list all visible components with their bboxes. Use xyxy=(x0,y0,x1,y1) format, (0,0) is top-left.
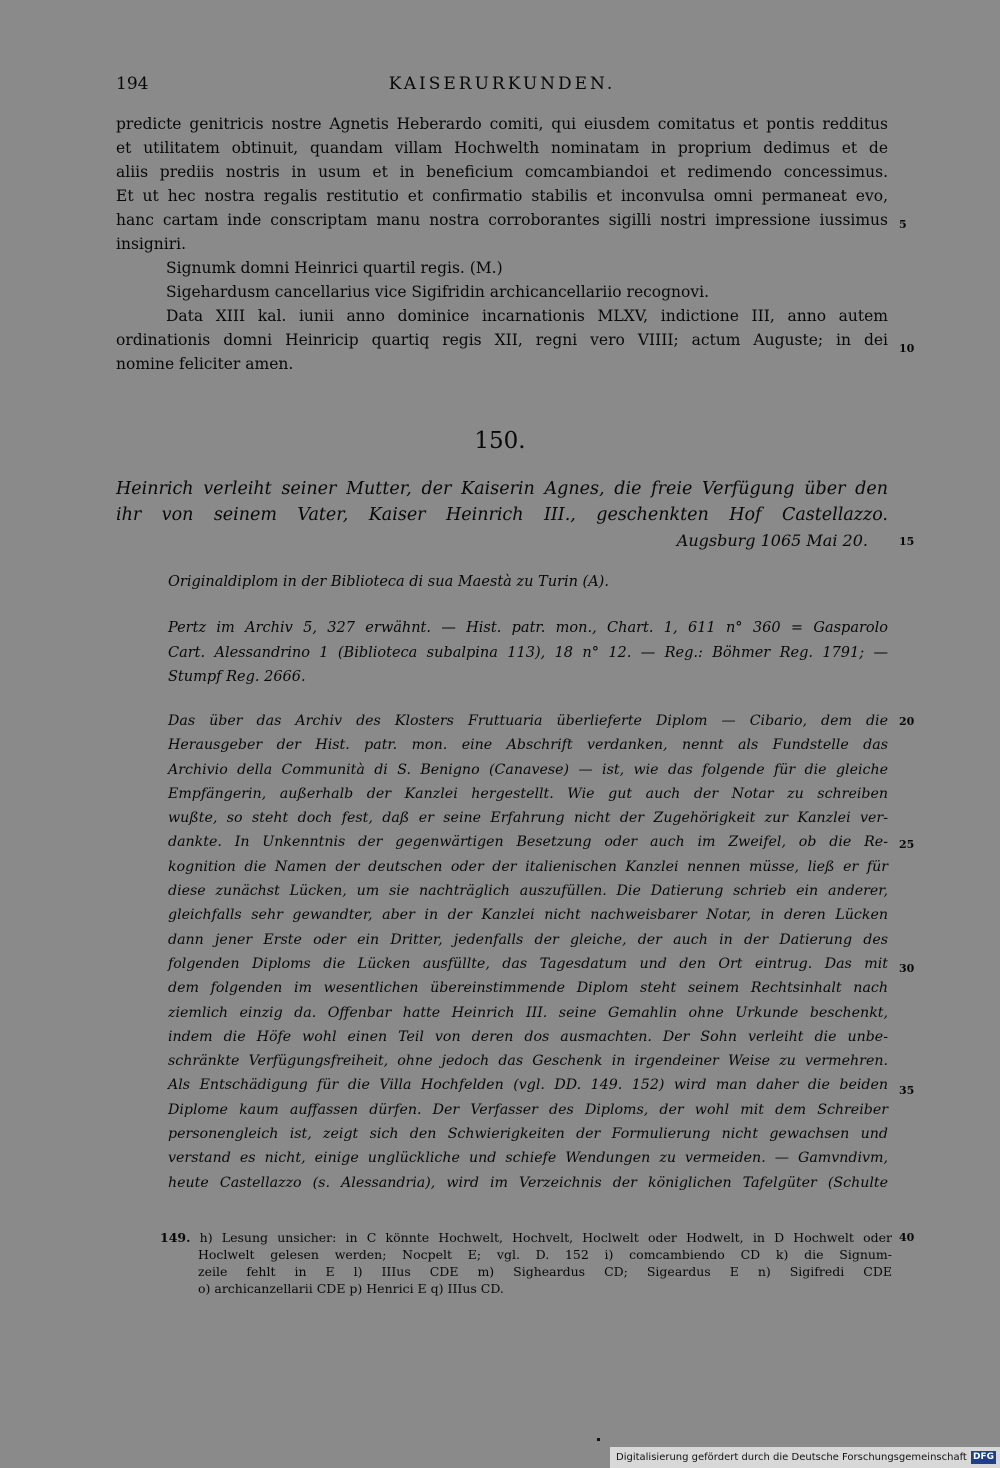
commentary-line: Das über das Archiv des Klosters Fruttuaria überlieferte Diplom — Cibario, dem die xyxy=(168,713,888,729)
regest-line: Heinrich verleiht seiner Mutter, der Kaiserin Agnes, die freie Verfügung über den xyxy=(116,479,888,499)
commentary-line: Empfängerin, außerhalb der Kanzlei hergestellt. Wie gut auch der Notar zu schreiben xyxy=(168,785,888,802)
commentary-line: ziemlich einzig da. Offenbar hatte Heinrich III. seine Gemahlin ohne Urkunde beschenkt, xyxy=(168,1004,888,1021)
commentary-line: schränkte Verfügungsfreiheit, ohne jedoch das Geschenk in irgendeiner Weise zu vermehren. xyxy=(168,1053,888,1070)
regest xyxy=(116,476,888,554)
running-header xyxy=(116,74,888,98)
dating-line: Data XIII kal. iunii anno dominice incarnationis MLXV, indictione III, anno autem xyxy=(166,307,888,325)
line-number: 15 xyxy=(899,535,915,548)
running-title: KAISERURKUNDEN. xyxy=(388,74,616,94)
tradition xyxy=(168,570,888,595)
footnote-text: h) Lesung unsicher: in C könnte Hochwelt, Hochvelt, Hoclwelt oder Hodwelt, in D Hochwelt oder xyxy=(199,1230,892,1245)
literature-line: Cart. Alessandrino 1 (Biblioteca subalpina 113), 18 n° 12. — Reg.: Böhmer Reg. 1791; — xyxy=(168,644,888,661)
commentary-line: dankte. In Unkenntnis der gegenwärtigen Besetzung oder auch im Zweifel, ob die Re- xyxy=(168,834,888,851)
text-line: predicte genitricis nostre Agnetis Heberardo comiti, qui eiusdem comitatus et pontis redditus xyxy=(116,115,888,133)
text-line: et utilitatem obtinuit, quandam villam Hochwelth nominatam in proprium dedimus et de xyxy=(116,139,888,157)
signum-line: Signumk domni Heinrici quartil regis. (M.) xyxy=(166,259,503,277)
commentary-line: Archivio della Communità di S. Benigno (Canavese) — ist, wie das folgende für die gleiche xyxy=(168,761,888,778)
document-number: 150. xyxy=(474,428,526,454)
text-line: Et ut hec nostra regalis restitutio et confirmatio stabilis et inconvulsa omni permaneat evo, xyxy=(116,187,888,205)
commentary-line: dann jener Erste oder ein Dritter, jedenfalls der gleiche, der auch in der Datierung des xyxy=(168,931,888,948)
line-number: 5 xyxy=(899,218,907,231)
footer-banner xyxy=(610,1447,1000,1468)
text-line: aliis prediis nostris in usum et in beneficium comcambiandoi et redimendo concessimus. xyxy=(116,163,888,181)
commentary-line: Herausgeber der Hist. patr. mon. eine Abschrift verdanken, nennt als Fundstelle das xyxy=(168,737,888,754)
footnote-number: 149. xyxy=(160,1230,191,1245)
footnotes xyxy=(160,1229,892,1297)
literature xyxy=(168,616,888,690)
commentary-line: Als Entschädigung für die Villa Hochfelden (vgl. DD. 149. 152) wird man daher die beiden xyxy=(168,1077,888,1094)
commentary-line: Diplome kaum auffassen dürfen. Der Verfasser des Diploms, der wohl mit dem Schreiber xyxy=(168,1101,888,1118)
commentary-line: folgenden Diploms die Lücken ausfüllte, das Tagesdatum und den Ort eintrug. Das mit xyxy=(168,955,888,972)
commentary-line: indem die Höfe wohl einen Teil von deren dos ausmachten. Der Sohn verleiht die unbe- xyxy=(168,1028,888,1045)
dating-line: nomine feliciter amen. xyxy=(116,355,294,373)
literature-line: Pertz im Archiv 5, 327 erwähnt. — Hist. patr. mon., Chart. 1, 611 n° 360 = Gasparolo xyxy=(168,620,888,636)
line-number: 40 xyxy=(899,1231,915,1244)
footnote-line xyxy=(160,1229,892,1246)
commentary-line: wußte, so steht doch fest, daß er seine Erfahrung nicht der Zugehörigkeit zur Kanzlei ver- xyxy=(168,810,888,827)
line-number: 10 xyxy=(899,342,915,355)
line-number: 35 xyxy=(899,1084,915,1097)
line-number: 30 xyxy=(899,962,915,975)
page-number: 194 xyxy=(116,74,149,94)
commentary-line: dem folgenden im wesentlichen übereinstimmende Diplom steht seinem Rechtsinhalt nach xyxy=(168,980,888,997)
previous-document-text xyxy=(116,112,888,376)
dating: Augsburg 1065 Mai 20. xyxy=(676,531,868,550)
footnote-line: Hoclwelt gelesen werden; Nocpelt E; vgl. D. 152 i) comcambiendo CD k) die Signum- xyxy=(198,1247,892,1262)
scan-mark xyxy=(597,1438,600,1441)
line-number: 25 xyxy=(899,838,915,851)
tradition-line: Originaldiplom in der Biblioteca di sua Maestà zu Turin (A). xyxy=(168,574,609,590)
dating-line: ordinationis domni Heinricip quartiq regis XII, regni vero VIIII; actum Auguste; in dei xyxy=(116,331,888,349)
commentary-line: verstand es nicht, einige unglückliche und schiefe Wendungen zu vermeiden. — Gamvndivm, xyxy=(168,1150,888,1167)
commentary-line: personengleich ist, zeigt sich den Schwierigkeiten der Formulierung nicht gewachsen und xyxy=(168,1126,888,1143)
footer-text: Digitalisierung gefördert durch die Deutsche Forschungsgemeinschaft xyxy=(616,1452,967,1463)
commentary-line: gleichfalls sehr gewandter, aber in der Kanzlei nicht nachweisbarer Notar, in deren Lücken xyxy=(168,907,888,924)
footnote-line: zeile fehlt in E l) IIIus CDE m) Sigheardus CD; Sigeardus E n) Sigifredi CDE xyxy=(198,1264,892,1279)
text-line: hanc cartam inde conscriptam manu nostra corroborantes sigilli nostri impressione iussimus xyxy=(116,211,888,229)
regest-line: ihr von seinem Vater, Kaiser Heinrich III., geschenkten Hof Castellazzo. xyxy=(116,505,888,525)
line-number: 20 xyxy=(899,715,915,728)
dfg-logo: DFG xyxy=(972,1452,994,1462)
commentary-line: kognition die Namen der deutschen oder der italienischen Kanzlei nennen müsse, ließ er für xyxy=(168,858,888,875)
literature-line: Stumpf Reg. 2666. xyxy=(168,669,306,685)
commentary-line: diese zunächst Lücken, um sie nachträglich auszufüllen. Die Datierung schrieb ein anderer, xyxy=(168,883,888,900)
commentary-line: heute Castellazzo (s. Alessandria), wird im Verzeichnis der königlichen Tafelgüter (Schulte xyxy=(168,1174,888,1191)
footnote-line: o) archicanzellarii CDE p) Henrici E q) IIIus CD. xyxy=(198,1281,504,1296)
commentary xyxy=(168,709,888,1195)
recognition-line: Sigehardusm cancellarius vice Sigifridin archicancellariio recognovi. xyxy=(166,283,710,301)
text-line: insigniri. xyxy=(116,235,187,253)
